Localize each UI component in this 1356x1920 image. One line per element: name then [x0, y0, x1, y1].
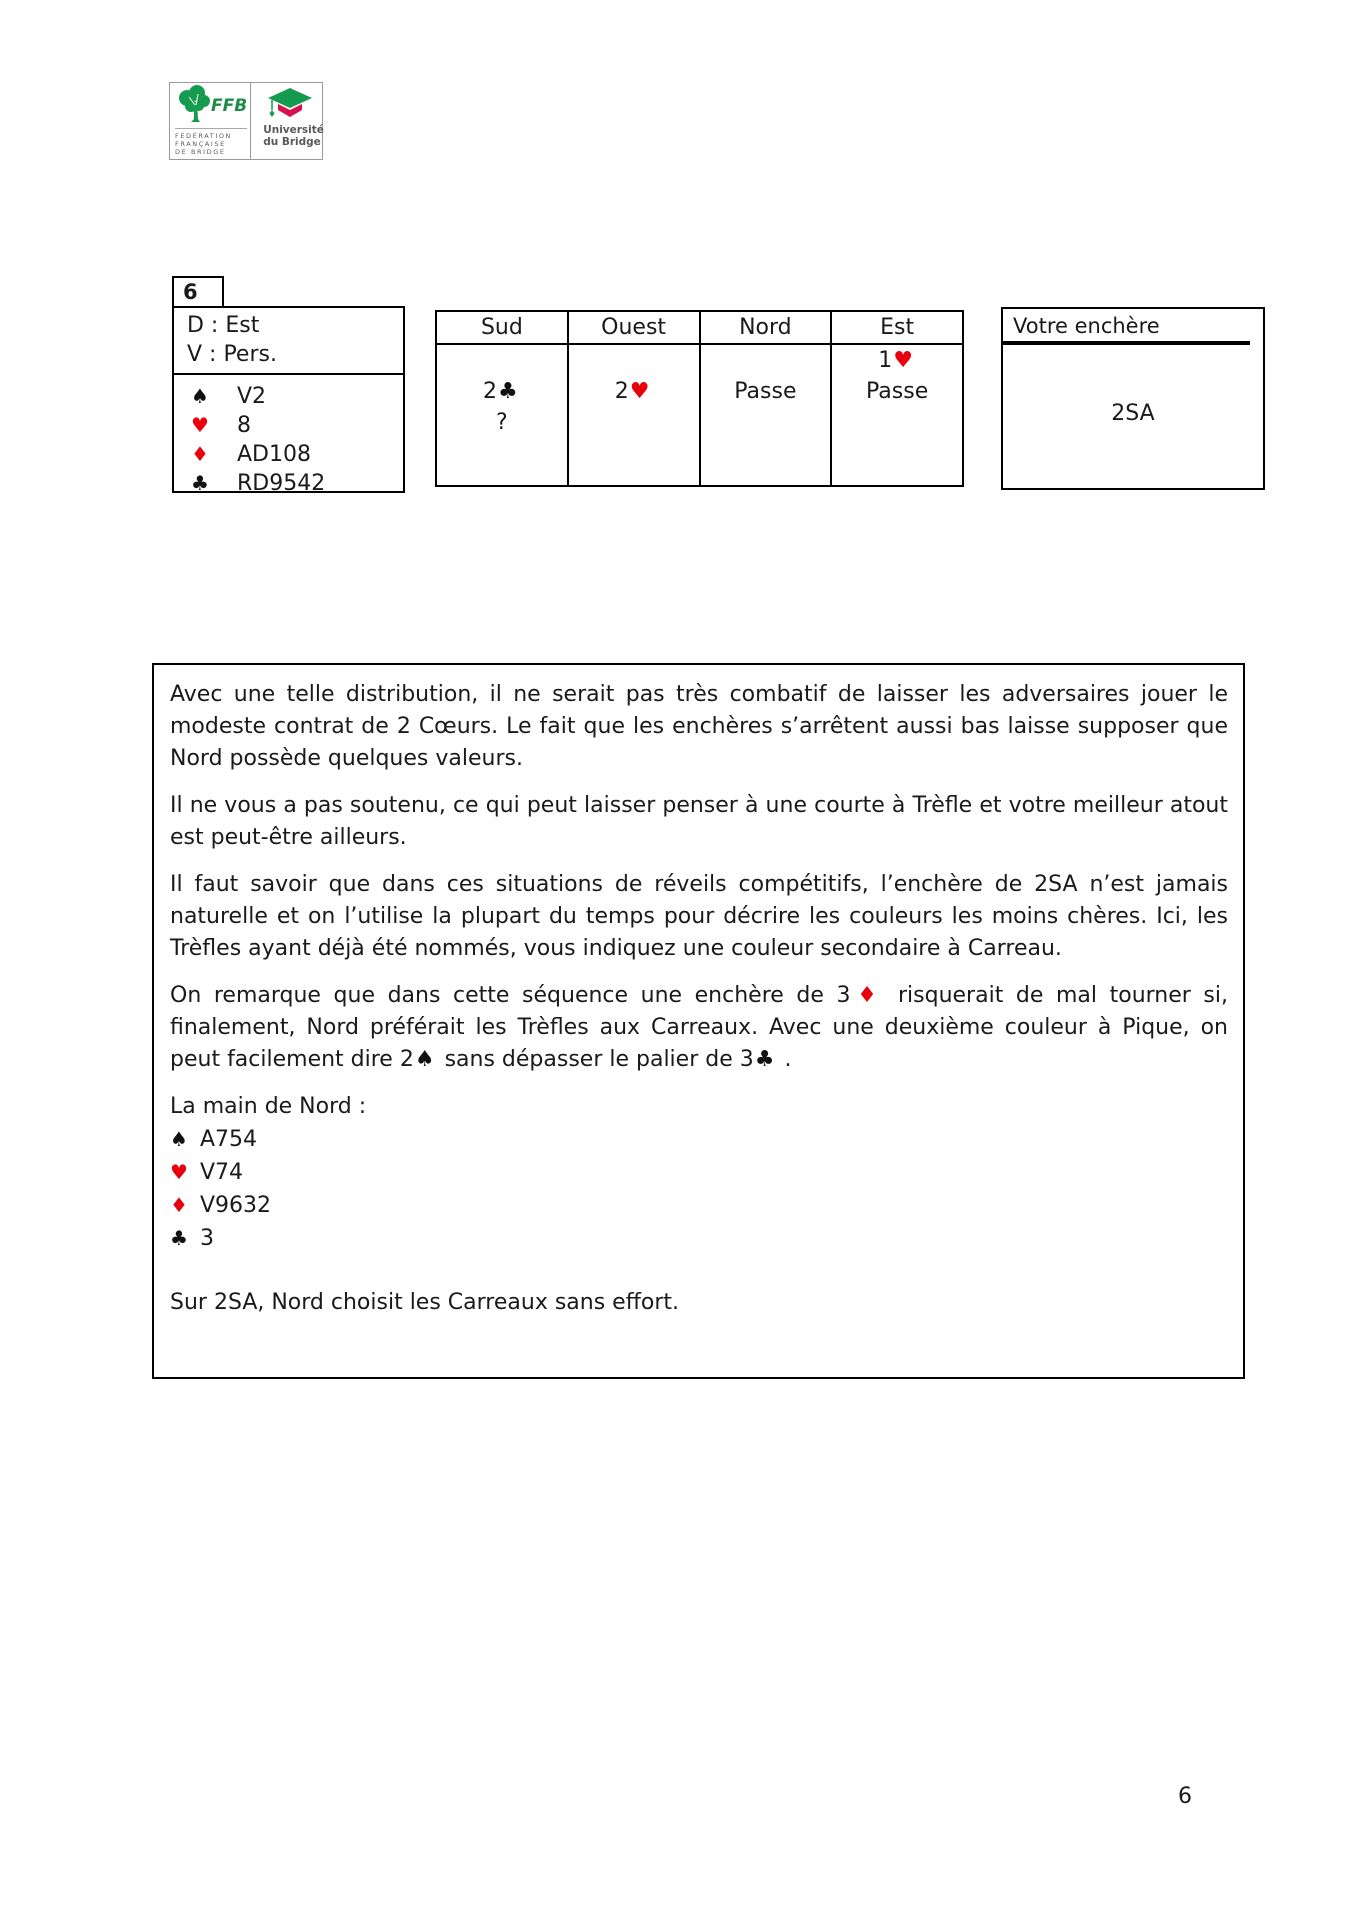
- explanation-content: [170, 679, 1228, 1319]
- ffb-caption: [175, 128, 247, 156]
- bid-column-header: Ouest: [569, 312, 699, 345]
- paragraph: Sur 2SA, Nord choisit les Carreaux sans effort.: [170, 1290, 679, 1315]
- suit-symbol-black-icon: ♠: [414, 1047, 435, 1072]
- bid-cell: ?: [496, 410, 508, 435]
- bid-cell: 1♥: [878, 348, 913, 373]
- paragraph: La main de Nord :: [170, 1094, 367, 1119]
- bid-column-nord: [699, 312, 831, 485]
- south-hand: [174, 375, 403, 498]
- paragraph: Il ne vous a pas soutenu, ce qui peut laisser penser à une courte à Trèfle et votre meilleur atout est peut-être ailleurs.: [170, 793, 1228, 850]
- deal-info: [174, 308, 403, 375]
- vulnerability-label: V : Pers.: [187, 342, 277, 367]
- universite-line: du Bridge: [263, 135, 321, 148]
- bid-cell: [569, 407, 699, 438]
- bid-cell: [701, 345, 831, 376]
- hand-cards: V9632: [200, 1193, 272, 1218]
- bidding-columns: [437, 312, 962, 485]
- explanation-box: [152, 663, 1245, 1379]
- deal-hand-row: [191, 382, 403, 411]
- bid-cell: 2♣: [483, 379, 518, 404]
- suit-icon: ♥: [170, 1160, 188, 1184]
- bid-column-sud: [437, 312, 567, 485]
- bid-cell: [437, 345, 567, 376]
- heart-icon: ♥: [191, 413, 209, 437]
- universite-du-bridge-logo: [251, 83, 327, 159]
- ffb-caption-line: FÉDÉRATION: [175, 132, 233, 140]
- bid-column-header: Nord: [701, 312, 831, 345]
- spade-icon: ♠: [191, 384, 209, 408]
- answer-title-underline: [1003, 341, 1250, 345]
- bid-column-header: Sud: [437, 312, 567, 345]
- hand-cards: V74: [200, 1160, 244, 1185]
- bid-column-header: Est: [832, 312, 962, 345]
- north-hand-row: [170, 1123, 1228, 1156]
- universite-text: [256, 125, 324, 148]
- diamond-icon: ♦: [191, 442, 209, 466]
- bid-cell: 2♥: [614, 379, 650, 404]
- hand-cards: 8: [237, 413, 251, 438]
- bid-column-ouest: [567, 312, 699, 485]
- deal-box: [172, 306, 405, 496]
- hand-cards: AD108: [237, 442, 311, 467]
- suit-icon: ♣: [170, 1226, 188, 1250]
- bidding-table: [435, 310, 964, 487]
- suit-icon: ♦: [170, 1193, 188, 1217]
- bid-column-est: [830, 312, 962, 485]
- deal-number-tab: 6: [172, 276, 224, 307]
- paragraph: On remarque que dans cette séquence une enchère de 3♦ risquerait de mal tourner si, finalement, Nord préférait les Trèfles aux Carreaux. Avec une deuxième couleur à Pique, on peut facilement dire 2♠ sans dépasser le palier de 3♣ .: [170, 983, 1228, 1072]
- hand-cards: V2: [237, 384, 267, 409]
- deal-hand-row: [191, 411, 403, 440]
- north-hand-row: [170, 1189, 1228, 1222]
- logo-block: [169, 82, 323, 160]
- suit-symbol-red-icon: ♦: [851, 983, 883, 1008]
- suit-symbol-black-icon: ♣: [498, 379, 518, 404]
- universite-line: Université: [263, 124, 324, 136]
- answer-bid: 2SA: [1111, 401, 1155, 426]
- answer-box: [1001, 307, 1265, 490]
- north-hand-row: [170, 1156, 1228, 1189]
- ffb-logo: [170, 83, 251, 159]
- hand-cards: RD9542: [237, 471, 326, 496]
- paragraph: Il faut savoir que dans ces situations de réveils compétitifs, l’enchère de 2SA n’est jamais naturelle et on l’utilise la plupart du temps pour décrire les couleurs les moins chères. Ici, les Trèfles ayant déjà été nommés, vous indiquez une couleur secondaire à Carreau.: [170, 872, 1228, 961]
- hand-cards: A754: [200, 1127, 258, 1152]
- ffb-acronym: FFB: [211, 96, 248, 116]
- bid-cell: [569, 345, 699, 376]
- north-hand-row: [170, 1222, 1228, 1255]
- hand-cards: 3: [200, 1226, 214, 1251]
- suit-icon: ♠: [170, 1127, 188, 1151]
- suit-symbol-black-icon: ♣: [754, 1047, 775, 1072]
- paragraph: Avec une telle distribution, il ne serait pas très combatif de laisser les adversaires jouer le modeste contrat de 2 Cœurs. Le fait que les enchères s’arrêtent aussi bas laisse supposer que Nord possède quelques valeurs.: [170, 682, 1228, 771]
- suit-symbol-red-icon: ♥: [629, 379, 650, 404]
- bid-cell: Passe: [734, 379, 797, 404]
- bid-cell: [701, 407, 831, 438]
- club-icon: ♣: [191, 471, 209, 495]
- spacer: [170, 1255, 1228, 1287]
- answer-title: Votre enchère: [1013, 314, 1160, 338]
- ffb-caption-line: DE BRIDGE: [175, 148, 226, 156]
- deal-hand-row: [191, 469, 403, 498]
- dealer-label: D : Est: [187, 313, 260, 338]
- graduation-cap-icon: [256, 87, 324, 125]
- bid-cell: [832, 407, 962, 438]
- page-number: 6: [1178, 1784, 1192, 1809]
- deal-hand-row: [191, 440, 403, 469]
- bid-cell: Passe: [866, 379, 929, 404]
- ffb-caption-line: FRANÇAISE: [175, 140, 226, 148]
- suit-symbol-red-icon: ♥: [893, 348, 913, 373]
